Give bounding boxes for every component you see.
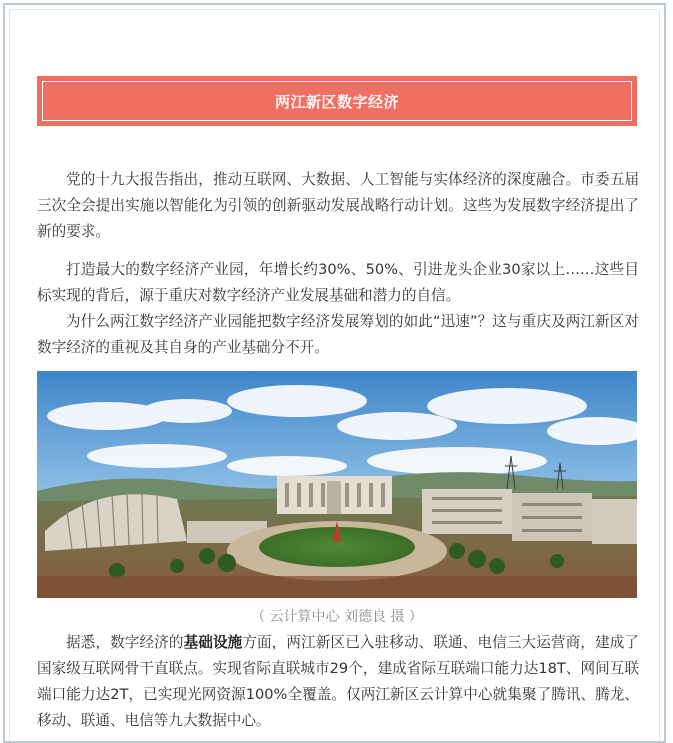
paragraph-3: 为什么两江数字经济产业园能把数字经济发展筹划的如此“迅速”？这与重庆及两江新区对数字经济的重视及其自身的产业基础分不开。 <box>37 313 639 356</box>
paragraph-4-text-end: 方面，两江新区已入驻移动、联通、电信三大运营商，建成了国家级互联网骨干直联点。实现省际直联城市29个，建成省际互联端口能力达18T、网间互联端口能力达2T，已实现光网资源100%全覆盖。仅两江新区云计算中心就集聚了腾讯、腾龙、移动、联通、电信等九大数据中心。 <box>37 634 639 729</box>
paragraph-4-text-start: 据悉，数字经济的 <box>66 634 184 651</box>
image-caption: （ 云计算中心 刘德良 摄 ） <box>251 609 423 625</box>
paragraph-4 <box>37 630 639 734</box>
paragraph-1: 党的十九大报告指出，推动互联网、大数据、人工智能与实体经济的深度融合。市委五届三次全会提出实施以智能化为引领的创新驱动发展战略行动计划。这些为发展数字经济提出了新的要求。 <box>37 171 639 240</box>
paragraph-2: 打造最大的数字经济产业园，年增长约30%、50%、引进龙头企业30家以上……这些目标实现的背后，源于重庆对数字经济产业发展基础和潜力的自信。 <box>37 261 639 304</box>
paragraph-4-bold-term: 基础设施 <box>183 634 243 651</box>
section-title: 两江新区数字经济 <box>42 81 632 121</box>
section-title-bar <box>37 76 637 126</box>
cloud-computing-center-photo <box>37 371 637 598</box>
